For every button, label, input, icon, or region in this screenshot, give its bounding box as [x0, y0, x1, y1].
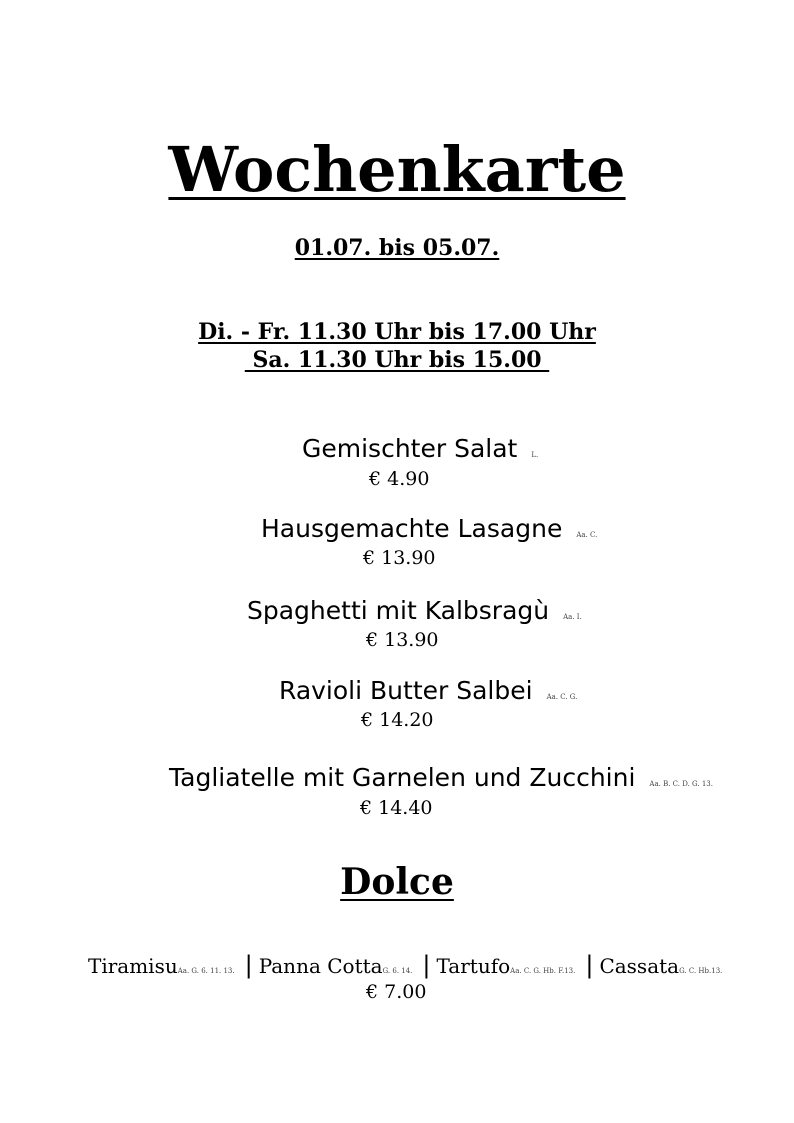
dish-name: Hausgemachte Lasagne	[261, 514, 563, 543]
date-range: 01.07. bis 05.07.	[294, 235, 500, 261]
allergen-codes: Aa. G. 6. 11. 13.	[177, 967, 235, 975]
dessert-price: € 7.00	[366, 981, 427, 1003]
menu-item-name	[261, 514, 597, 550]
section-heading-text: Dolce	[340, 861, 454, 903]
menu-item-name	[279, 676, 577, 712]
dish-name: Spaghetti mit Kalbsragù	[247, 596, 550, 625]
separator: |	[244, 951, 253, 979]
menu-item-price: € 13.90	[363, 547, 436, 569]
menu-item-price: € 13.90	[366, 629, 439, 651]
dessert-name: Panna Cotta	[258, 954, 383, 978]
allergen-codes: Aa. C.	[576, 531, 598, 539]
menu-item-name	[169, 763, 713, 799]
separator: |	[585, 951, 594, 979]
section-heading-dolce	[0, 860, 794, 904]
menu-item-price: € 14.20	[361, 709, 434, 731]
allergen-codes: Aa. C. G.	[546, 693, 578, 701]
allergen-codes: Aa. C. G. Hb. F.13.	[510, 967, 576, 975]
allergen-codes: G. C. Hb.13.	[679, 967, 723, 975]
dish-name: Ravioli Butter Salbei	[279, 676, 533, 705]
page-title	[0, 134, 794, 206]
allergen-codes: G. 6. 14.	[382, 967, 413, 975]
opening-hours-weekdays: Di. - Fr. 11.30 Uhr bis 17.00 Uhr	[198, 319, 596, 345]
menu-item-name	[247, 596, 582, 632]
separator: |	[422, 951, 431, 979]
menu-item-price: € 4.90	[369, 468, 430, 490]
allergen-codes: Aa. B. C. D. G. 13.	[649, 780, 713, 788]
allergen-codes: Aa. I.	[563, 613, 582, 621]
opening-hours-saturday: Sa. 11.30 Uhr bis 15.00	[244, 347, 550, 373]
dish-name: Tagliatelle mit Garnelen und Zucchini	[169, 763, 636, 792]
dessert-name: Tartufo	[436, 954, 511, 978]
menu-item-price: € 14.40	[360, 797, 433, 819]
dish-name: Gemischter Salat	[302, 434, 518, 463]
dessert-name: Tiramisu	[88, 954, 178, 978]
menu-item-name	[302, 434, 538, 470]
allergen-codes: L.	[531, 451, 539, 459]
page-title-text: Wochenkarte	[168, 133, 626, 206]
dessert-name: Cassata	[599, 954, 680, 978]
